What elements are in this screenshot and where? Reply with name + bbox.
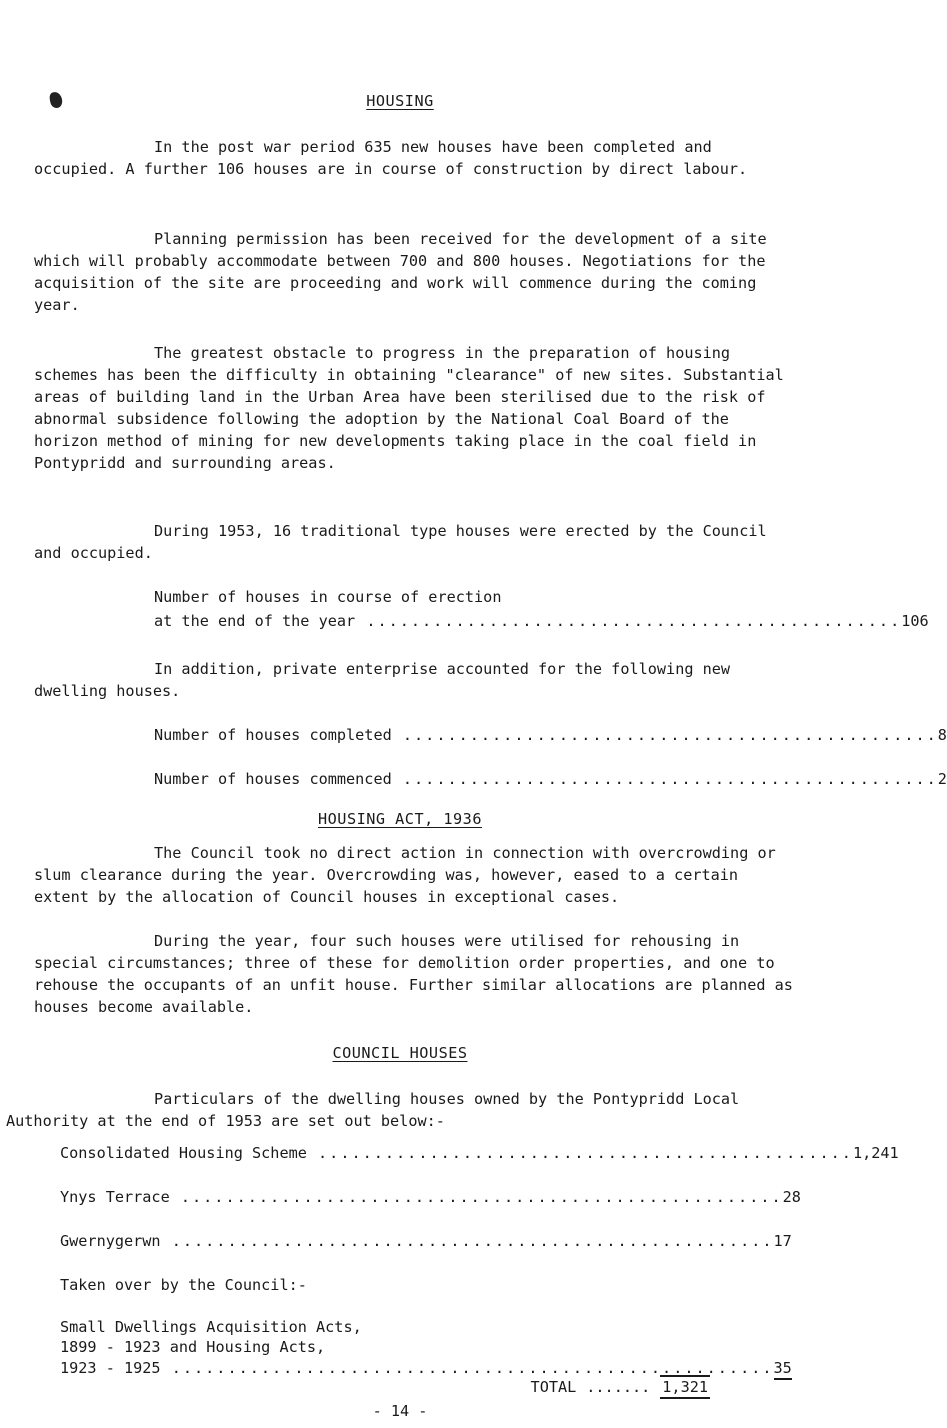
- council-row-3: Gwernygerwn ...................................................... 17: [60, 1232, 792, 1250]
- leader-dots: ......................................................: [169, 1188, 783, 1206]
- taken-over-label: Taken over by the Council:-: [60, 1276, 307, 1294]
- total-value: 1,321: [660, 1375, 710, 1399]
- small-dwellings-line-2: 1899 - 1923 and Housing Acts,: [60, 1338, 326, 1356]
- housing-act-heading: HOUSING ACT, 1936: [318, 810, 482, 828]
- completed-row: Number of houses completed ................................................ 8: [154, 726, 947, 744]
- erection-row: at the end of the year ................................................ 106: [154, 612, 929, 630]
- leader-dots: ................................................: [391, 770, 938, 788]
- small-dwellings-line-1: Small Dwellings Acquisition Acts,: [60, 1318, 362, 1336]
- erection-label-line-1: Number of houses in course of erection: [154, 588, 502, 606]
- leader-dots: ......................................................: [160, 1359, 774, 1377]
- leader-dots: .......: [586, 1378, 651, 1396]
- housing-paragraph-2: Planning permission has been received for the development of a site which will probably accommodate between 700 and 800 houses. Negotiations for the acquisition of the site are proceeding and work will commence during the coming year.: [34, 230, 767, 314]
- small-dwellings-value: 35: [774, 1358, 792, 1380]
- council-paragraph-1: Particulars of the dwelling houses owned by the Pontypridd Local Authority at the end of 1953 are set out below:-: [6, 1090, 740, 1130]
- leader-dots: ................................................: [355, 612, 902, 630]
- leader-dots: ......................................................: [160, 1232, 774, 1250]
- act-paragraph-1: The Council took no direct action in connection with overcrowding or slum clearance during the year. Overcrowding was, however, eased to a certain extent by the allocation of Council houses in exceptional cases.: [34, 844, 776, 906]
- council-row-2-value: 28: [782, 1188, 801, 1206]
- commenced-value: 2: [937, 770, 947, 788]
- council-row-1: Consolidated Housing Scheme ................................................ 1,241: [60, 1144, 899, 1162]
- housing-heading: HOUSING: [366, 92, 434, 110]
- council-houses-heading: COUNCIL HOUSES: [332, 1044, 468, 1062]
- leader-dots: ................................................: [391, 726, 938, 744]
- leader-dots: ................................................: [306, 1144, 853, 1162]
- completed-value: 8: [937, 726, 947, 744]
- housing-paragraph-5: In addition, private enterprise accounted for the following new dwelling houses.: [34, 660, 731, 700]
- erection-value: 106: [901, 612, 929, 630]
- page-number: - 14 -: [372, 1402, 428, 1420]
- housing-paragraph-1: In the post war period 635 new houses have been completed and occupied. A further 106 houses are in course of construction by direct labour.: [34, 138, 748, 178]
- council-row-1-value: 1,241: [852, 1144, 899, 1162]
- act-paragraph-2: During the year, four such houses were utilised for rehousing in special circumstances; three of these for demolition order properties, and one to rehouse the occupants of an unfit house. Further similar allocations are planned as houses become available.: [34, 932, 793, 1016]
- council-row-2: Ynys Terrace ...................................................... 28: [60, 1188, 801, 1206]
- council-row-3-value: 17: [773, 1232, 792, 1250]
- total-row: TOTAL ....... 1,321: [430, 1375, 710, 1399]
- housing-paragraph-3: The greatest obstacle to progress in the preparation of housing schemes has been the difficulty in obtaining "clearance" of new sites. Substantial areas of building land in the Urban Area have been sterilised due to the risk of abnormal subsidence following the adoption by the National Coal Board of the horizon method of mining for new developments taking place in the coal field in Pontypridd and surrounding areas.: [34, 344, 784, 472]
- small-dwellings-row: 1923 - 1925 ...................................................... 35: [60, 1358, 710, 1380]
- housing-paragraph-4: During 1953, 16 traditional type houses were erected by the Council and occupied.: [34, 522, 767, 562]
- commenced-row: Number of houses commenced ................................................ 2: [154, 770, 947, 788]
